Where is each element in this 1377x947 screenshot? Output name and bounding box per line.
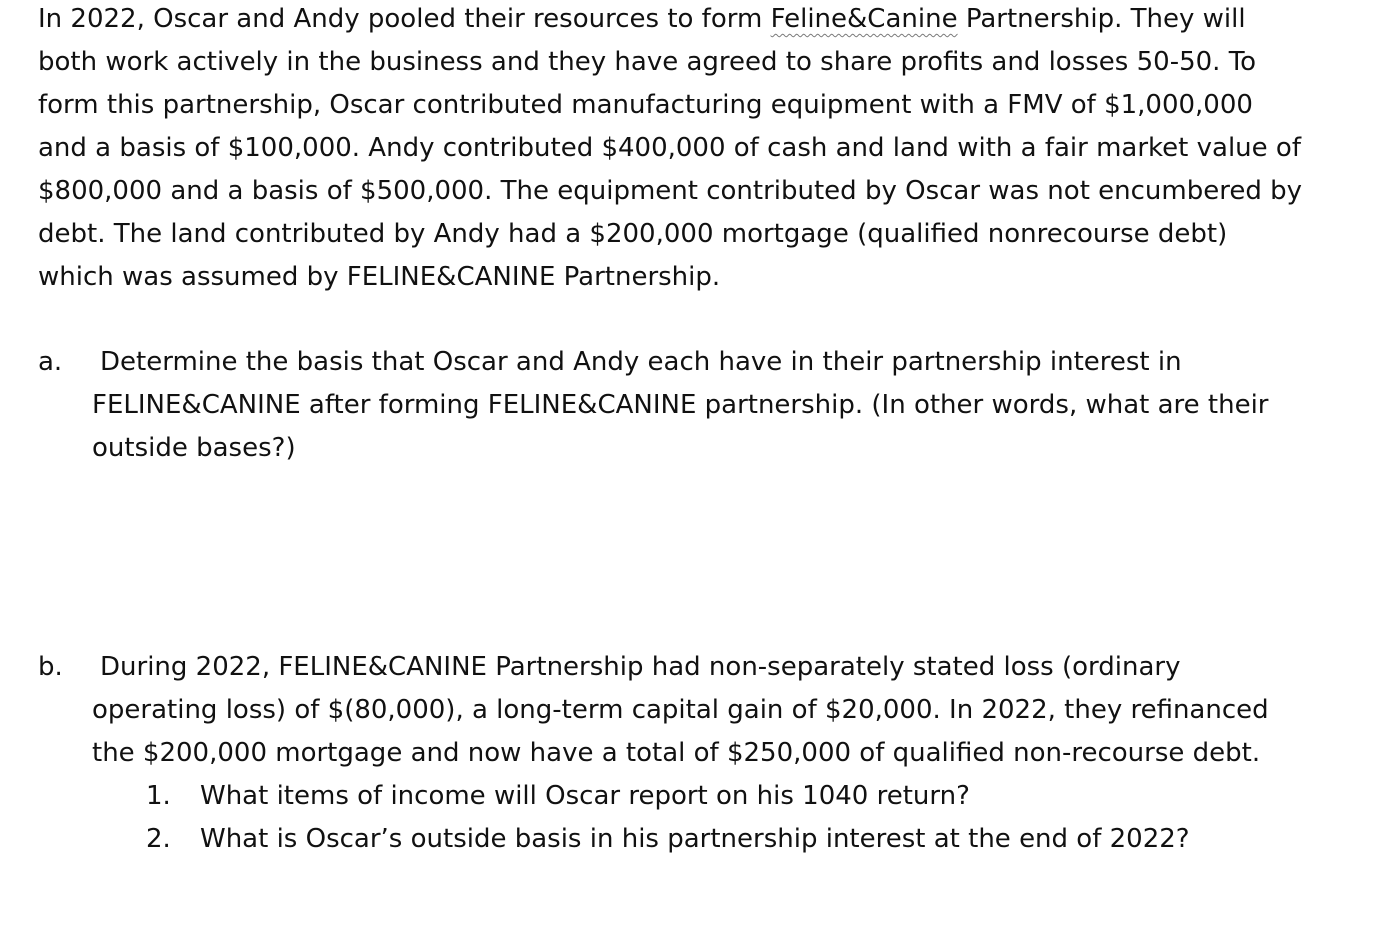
question-b-line-3: the $200,000 mortgage and now have a total of $250,000 of qualified non-recourse debt. bbox=[92, 738, 1261, 768]
intro-line-3: form this partnership, Oscar contributed manufacturing equipment with a FMV of $1,000,000 bbox=[38, 90, 1253, 120]
question-a-marker: a. bbox=[38, 347, 63, 377]
subitem-1-text: What items of income will Oscar report on his 1040 return? bbox=[200, 781, 970, 811]
intro-line-1-pre: In 2022, Oscar and Andy pooled their resources to form bbox=[38, 4, 771, 34]
intro-line-1 bbox=[38, 4, 1246, 34]
question-b-line-2: operating loss) of $(80,000), a long-term capital gain of $20,000. In 2022, they refinanced bbox=[92, 695, 1269, 725]
question-a-line-3: outside bases?) bbox=[92, 433, 296, 463]
subitem-2-text: What is Oscar’s outside basis in his partnership interest at the end of 2022? bbox=[200, 824, 1190, 854]
intro-line-5: $800,000 and a basis of $500,000. The equipment contributed by Oscar was not encumbered by bbox=[38, 176, 1302, 206]
question-a-line-1: Determine the basis that Oscar and Andy each have in their partnership interest in bbox=[100, 347, 1182, 377]
question-b-marker: b. bbox=[38, 652, 63, 682]
intro-line-2: both work actively in the business and they have agreed to share profits and losses 50-50. To bbox=[38, 47, 1257, 77]
intro-line-7: which was assumed by FELINE&CANINE Partnership. bbox=[38, 262, 721, 292]
subitem-2-number: 2. bbox=[146, 824, 171, 854]
question-a-line-2: FELINE&CANINE after forming FELINE&CANINE partnership. (In other words, what are their bbox=[92, 390, 1269, 420]
intro-line-6: debt. The land contributed by Andy had a $200,000 mortgage (qualified nonrecourse debt) bbox=[38, 219, 1228, 249]
intro-line-1-post: Partnership. They will bbox=[957, 4, 1246, 34]
intro-line-4: and a basis of $100,000. Andy contributed $400,000 of cash and land with a fair market value of bbox=[38, 133, 1301, 163]
question-b-line-1: During 2022, FELINE&CANINE Partnership had non-separately stated loss (ordinary bbox=[100, 652, 1181, 682]
subitem-1-number: 1. bbox=[146, 781, 171, 811]
company-name-misspelled: Feline&Canine bbox=[770, 4, 958, 34]
